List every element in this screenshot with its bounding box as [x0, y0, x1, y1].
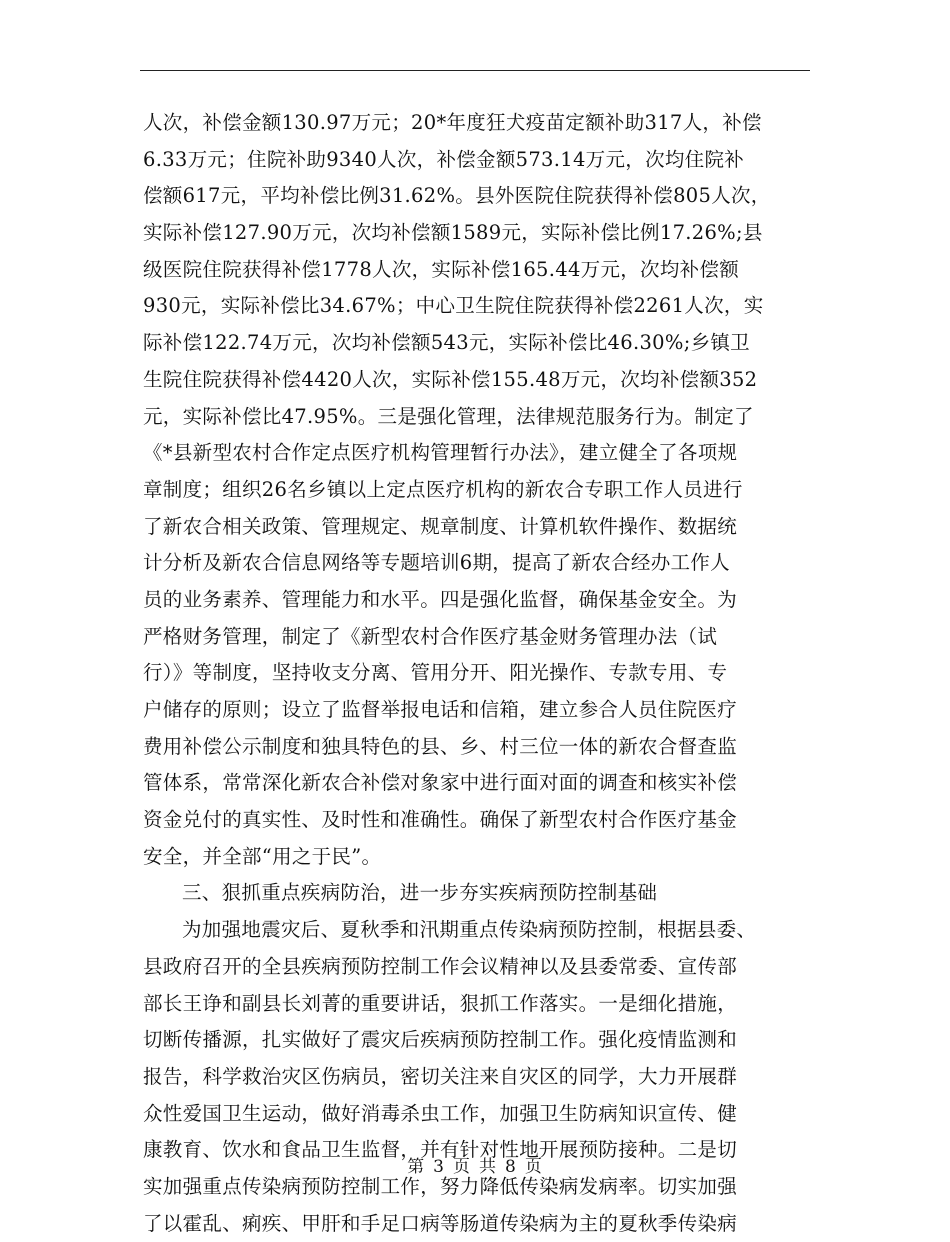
- text-line: 安全，并全部“用之于民”。: [143, 844, 382, 868]
- text-line: 部长王诤和副县长刘菁的重要讲话，狠抓工作落实。一是细化措施，: [143, 991, 738, 1015]
- footer-total-pages: 8: [505, 1157, 517, 1177]
- text-line: 报告，科学救治灾区伤病员，密切关注来自灾区的同学，大力开展群: [143, 1064, 738, 1088]
- text-line: 三、狠抓重点疾病防治，进一步夯实疾病预防控制基础: [182, 881, 658, 905]
- footer-current-page: 3: [433, 1157, 445, 1177]
- text-line: 资金兑付的真实性、及时性和准确性。确保了新型农村合作医疗基金: [143, 808, 738, 832]
- text-line: 实际补偿127.90万元，次均补偿额1589元，实际补偿比例17.26%;县: [143, 221, 763, 245]
- text-line: 众性爱国卫生运动，做好消毒杀虫工作，加强卫生防病知识宣传、健: [143, 1101, 738, 1125]
- footer-total-word: 共: [479, 1157, 497, 1177]
- text-line: 人次，补偿金额130.97万元；20*年度狂犬疫苗定额补助317人，补偿: [143, 111, 762, 134]
- footer-prefix: 第: [407, 1157, 426, 1177]
- text-line: 康教育、饮水和食品卫生监督，并有针对性地开展预防接种。二是切: [143, 1138, 738, 1162]
- text-line: 实加强重点传染病预防控制工作，努力降低传染病发病率。切实加强: [143, 1174, 738, 1198]
- text-line: 管体系，常常深化新农合补偿对象家中进行面对面的调查和核实补偿: [143, 771, 738, 795]
- header-rule: [140, 70, 810, 71]
- text-line: 《*县新型农村合作定点医疗机构管理暂行办法》，建立健全了各项规: [143, 441, 738, 465]
- text-line: 户储存的原则；设立了监督举报电话和信箱，建立参合人员住院医疗: [143, 698, 738, 721]
- text-line: 930元，实际补偿比34.67%；中心卫生院住院获得补偿2261人次，实: [143, 294, 764, 318]
- text-line: 员的业务素养、管理能力和水平。四是强化监督，确保基金安全。为: [143, 587, 738, 611]
- text-line: 严格财务管理，制定了《新型农村合作医疗基金财务管理办法（试: [143, 624, 718, 648]
- document-body: [143, 105, 810, 1242]
- text-line: 县政府召开的全县疾病预防控制工作会议精神以及县委常委、宣传部: [143, 954, 738, 978]
- footer-page-word: 页: [453, 1157, 471, 1177]
- text-line: 际补偿122.74万元，次均补偿额543元，实际补偿比46.30%;乡镇卫: [143, 331, 750, 355]
- text-line: 生院住院获得补偿4420人次，实际补偿155.48万元，次均补偿额352: [143, 367, 758, 391]
- text-line: 费用补偿公示制度和独具特色的县、乡、村三位一体的新农合督查监: [143, 734, 738, 758]
- footer-suffix: 页: [524, 1157, 543, 1177]
- text-line: 元，实际补偿比47.95%。三是强化管理，法律规范服务行为。制定了: [143, 404, 754, 428]
- text-line: 行）》等制度，坚持收支分离、管用分开、阳光操作、专款专用、专: [143, 661, 728, 685]
- text-line: 章制度；组织26名乡镇以上定点医疗机构的新农合专职工作人员进行: [143, 477, 743, 501]
- text-line: 级医院住院获得补偿1778人次，实际补偿165.44万元，次均补偿额: [143, 257, 740, 281]
- text-line: 为加强地震灾后、夏秋季和汛期重点传染病预防控制，根据县委、: [182, 918, 757, 942]
- text-line: 偿额617元，平均补偿比例31.62%。县外医院住院获得补偿805人次，: [143, 184, 771, 208]
- text-line: 计分析及新农合信息网络等专题培训6期，提高了新农合经办工作人: [143, 551, 730, 575]
- text-line: 切断传播源，扎实做好了震灾后疾病预防控制工作。强化疫情监测和: [143, 1028, 738, 1052]
- page-footer: [0, 1152, 950, 1177]
- text-line: 了新农合相关政策、管理规定、规章制度、计算机软件操作、数据统: [143, 514, 738, 538]
- text-line: 6.33万元；住院补助9340人次，补偿金额573.14万元，次均住院补: [143, 147, 745, 171]
- text-line: 了以霍乱、痢疾、甲肝和手足口病等肠道传染病为主的夏秋季传染病: [143, 1211, 738, 1235]
